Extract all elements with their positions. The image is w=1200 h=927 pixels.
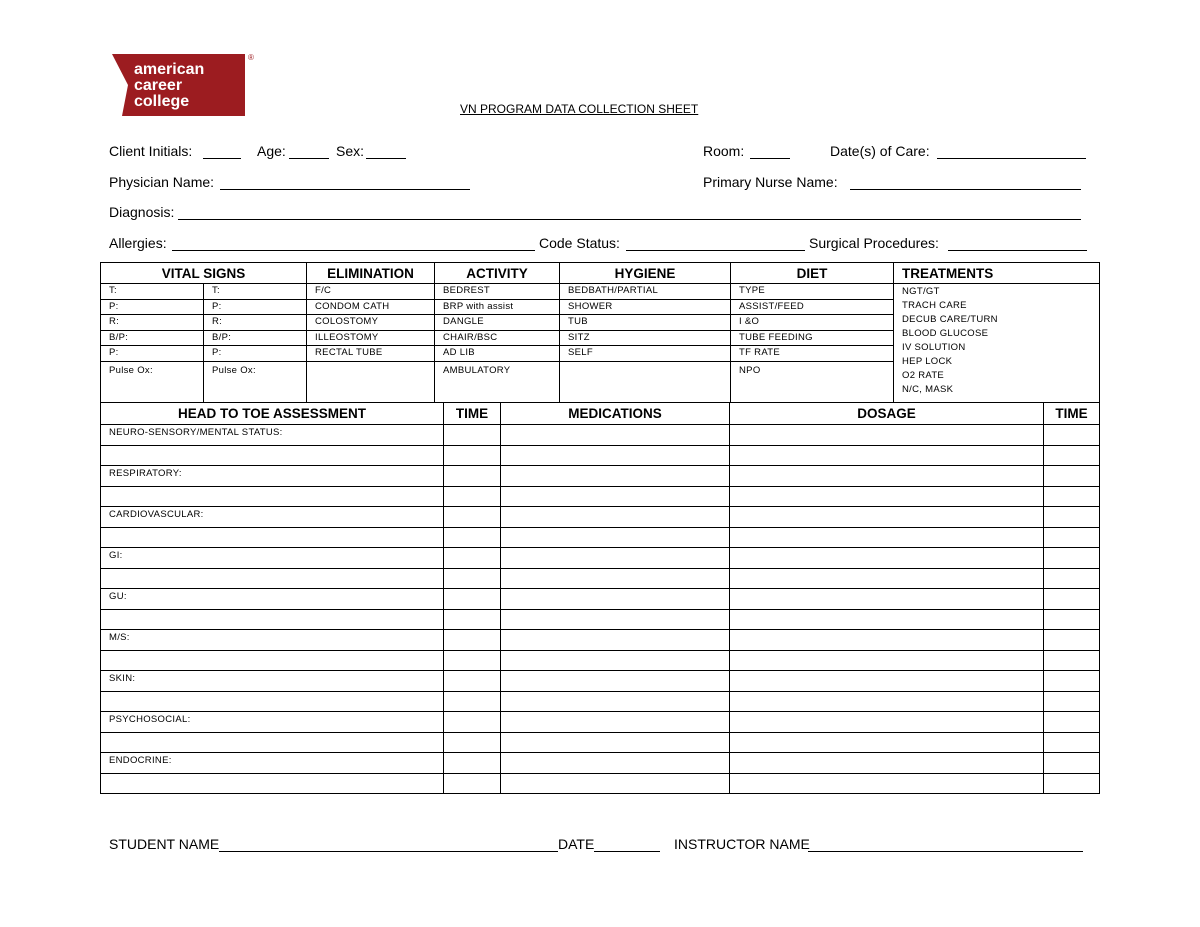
medication-cell[interactable] bbox=[501, 589, 730, 610]
time-cell[interactable] bbox=[1044, 548, 1100, 569]
treatment-item: O2 RATE bbox=[902, 370, 945, 381]
time-cell[interactable] bbox=[1044, 527, 1100, 548]
system-label[interactable]: M/S: bbox=[101, 630, 444, 651]
dosage-cell[interactable] bbox=[730, 712, 1044, 733]
time-cell[interactable] bbox=[1044, 773, 1100, 794]
surgical-procedures-label: Surgical Procedures: bbox=[809, 235, 939, 251]
time-cell[interactable] bbox=[1044, 609, 1100, 630]
time-cell[interactable] bbox=[1044, 691, 1100, 712]
treatment-item: DECUB CARE/TURN bbox=[902, 314, 998, 325]
treatment-item: HEP LOCK bbox=[902, 356, 953, 367]
treatments-header: TREATMENTS bbox=[894, 263, 1100, 284]
medication-cell[interactable] bbox=[501, 691, 730, 712]
elimination-header: ELIMINATION bbox=[307, 263, 435, 284]
assessment-note-cell[interactable] bbox=[101, 527, 444, 548]
activity-item[interactable]: DANGLE bbox=[435, 315, 560, 331]
time-cell[interactable] bbox=[1044, 589, 1100, 610]
student-name-field[interactable] bbox=[219, 851, 558, 852]
time-cell[interactable] bbox=[444, 425, 501, 446]
dosage-cell[interactable] bbox=[730, 507, 1044, 528]
dosage-cell[interactable] bbox=[730, 548, 1044, 569]
dosage-cell[interactable] bbox=[730, 691, 1044, 712]
time-cell[interactable] bbox=[444, 691, 501, 712]
time-cell[interactable] bbox=[444, 712, 501, 733]
vital-b[interactable]: B/P: bbox=[204, 330, 307, 346]
time-cell[interactable] bbox=[1044, 732, 1100, 753]
medication-cell[interactable] bbox=[501, 753, 730, 774]
time-cell[interactable] bbox=[444, 732, 501, 753]
activity-item[interactable]: CHAIR/BSC bbox=[435, 330, 560, 346]
age-field[interactable] bbox=[289, 158, 329, 159]
time-cell[interactable] bbox=[1044, 425, 1100, 446]
treatment-item: IV SOLUTION bbox=[902, 342, 966, 353]
activity-item[interactable]: BRP with assist bbox=[435, 299, 560, 315]
vital-b[interactable]: R: bbox=[204, 315, 307, 331]
time-cell[interactable] bbox=[1044, 486, 1100, 507]
dosage-cell[interactable] bbox=[730, 753, 1044, 774]
sex-label: Sex: bbox=[336, 143, 365, 159]
medication-cell[interactable] bbox=[501, 527, 730, 548]
physician-name-label: Physician Name: bbox=[109, 174, 215, 190]
diagnosis-field[interactable] bbox=[178, 219, 1081, 220]
assessment-note-cell[interactable] bbox=[101, 773, 444, 794]
diet-header: DIET bbox=[731, 263, 894, 284]
system-label[interactable]: GI: bbox=[101, 548, 444, 569]
room-label: Room: bbox=[703, 143, 745, 159]
assessment-note-cell[interactable] bbox=[101, 568, 444, 589]
vital-b[interactable]: Pulse Ox: bbox=[204, 361, 307, 402]
dosage-cell[interactable] bbox=[730, 630, 1044, 651]
medication-cell[interactable] bbox=[501, 773, 730, 794]
time-cell[interactable] bbox=[444, 527, 501, 548]
diet-item[interactable]: ASSIST/FEED bbox=[731, 299, 894, 315]
care-table bbox=[100, 262, 1100, 403]
assessment-note-cell[interactable] bbox=[101, 486, 444, 507]
dosage-cell[interactable] bbox=[730, 568, 1044, 589]
room-field[interactable] bbox=[750, 158, 790, 159]
dosage-cell[interactable] bbox=[730, 671, 1044, 692]
system-label[interactable]: CARDIOVASCULAR: bbox=[101, 507, 444, 528]
code-status-field[interactable] bbox=[626, 250, 805, 251]
medication-cell[interactable] bbox=[501, 548, 730, 569]
dosage-header: DOSAGE bbox=[730, 403, 1044, 425]
client-initials-label: Client Initials: bbox=[109, 143, 193, 159]
dosage-cell[interactable] bbox=[730, 425, 1044, 446]
time-cell[interactable] bbox=[1044, 568, 1100, 589]
dates-of-care-field[interactable] bbox=[937, 158, 1086, 159]
dosage-cell[interactable] bbox=[730, 609, 1044, 630]
time-cell[interactable] bbox=[1044, 507, 1100, 528]
diet-item[interactable]: TYPE bbox=[731, 284, 894, 300]
system-label[interactable]: SKIN: bbox=[101, 671, 444, 692]
vital-signs-header: VITAL SIGNS bbox=[101, 263, 307, 284]
dosage-cell[interactable] bbox=[730, 589, 1044, 610]
dosage-cell[interactable] bbox=[730, 773, 1044, 794]
treatment-item: N/C, MASK bbox=[902, 384, 954, 395]
code-status-label: Code Status: bbox=[539, 235, 620, 251]
instructor-name-label: INSTRUCTOR NAME bbox=[674, 836, 810, 852]
hygiene-item[interactable]: SELF bbox=[560, 346, 731, 362]
vital-b[interactable]: T: bbox=[204, 284, 307, 300]
time-cell[interactable] bbox=[444, 466, 501, 487]
treatment-item: NGT/GT bbox=[902, 286, 940, 297]
primary-nurse-name-label: Primary Nurse Name: bbox=[703, 174, 838, 190]
treatment-item: BLOOD GLUCOSE bbox=[902, 328, 989, 339]
elimination-item[interactable] bbox=[307, 361, 435, 402]
time-cell[interactable] bbox=[444, 630, 501, 651]
hygiene-item[interactable] bbox=[560, 361, 731, 402]
time-cell[interactable] bbox=[444, 486, 501, 507]
vital-a[interactable]: P: bbox=[101, 299, 204, 315]
medication-cell[interactable] bbox=[501, 650, 730, 671]
assessment-note-cell[interactable] bbox=[101, 650, 444, 671]
medications-header: MEDICATIONS bbox=[501, 403, 730, 425]
time-header-2: TIME bbox=[1044, 403, 1100, 425]
primary-nurse-name-field[interactable] bbox=[850, 189, 1081, 190]
age-label: Age: bbox=[257, 143, 286, 159]
time-cell[interactable] bbox=[444, 568, 501, 589]
medication-cell[interactable] bbox=[501, 507, 730, 528]
time-cell[interactable] bbox=[444, 589, 501, 610]
assessment-note-cell[interactable] bbox=[101, 445, 444, 466]
time-cell[interactable] bbox=[444, 671, 501, 692]
sex-field[interactable] bbox=[366, 158, 406, 159]
activity-item[interactable]: AMBULATORY bbox=[435, 361, 560, 402]
elimination-item[interactable]: F/C bbox=[307, 284, 435, 300]
time-cell[interactable] bbox=[1044, 630, 1100, 651]
allergies-label: Allergies: bbox=[109, 235, 167, 251]
vital-a[interactable]: P: bbox=[101, 346, 204, 362]
logo-line-3: college bbox=[134, 93, 190, 110]
hygiene-item[interactable]: SHOWER bbox=[560, 299, 731, 315]
time-header: TIME bbox=[444, 403, 501, 425]
activity-item[interactable]: AD LIB bbox=[435, 346, 560, 362]
college-logo bbox=[112, 54, 245, 116]
system-label[interactable]: PSYCHOSOCIAL: bbox=[101, 712, 444, 733]
medication-cell[interactable] bbox=[501, 609, 730, 630]
surgical-procedures-field[interactable] bbox=[948, 250, 1087, 251]
vital-b[interactable]: P: bbox=[204, 346, 307, 362]
time-cell[interactable] bbox=[1044, 650, 1100, 671]
logo-line-2: career bbox=[134, 77, 183, 94]
logo-line-1: american bbox=[134, 61, 205, 78]
vital-a[interactable]: Pulse Ox: bbox=[101, 361, 204, 402]
instructor-name-field[interactable] bbox=[808, 851, 1083, 852]
diet-item[interactable]: TF RATE bbox=[731, 346, 894, 362]
client-initials-field[interactable] bbox=[203, 158, 241, 159]
system-label[interactable]: NEURO-SENSORY/MENTAL STATUS: bbox=[101, 425, 444, 446]
medication-cell[interactable] bbox=[501, 671, 730, 692]
time-cell[interactable] bbox=[1044, 445, 1100, 466]
time-cell[interactable] bbox=[444, 445, 501, 466]
medication-cell[interactable] bbox=[501, 568, 730, 589]
activity-item[interactable]: BEDREST bbox=[435, 284, 560, 300]
student-name-label: STUDENT NAME bbox=[109, 836, 220, 852]
assessment-note-cell[interactable] bbox=[101, 609, 444, 630]
dosage-cell[interactable] bbox=[730, 650, 1044, 671]
physician-name-field[interactable] bbox=[220, 189, 470, 190]
hygiene-item[interactable]: TUB bbox=[560, 315, 731, 331]
time-cell[interactable] bbox=[444, 650, 501, 671]
system-label[interactable]: ENDOCRINE: bbox=[101, 753, 444, 774]
medication-cell[interactable] bbox=[501, 712, 730, 733]
medication-cell[interactable] bbox=[501, 630, 730, 651]
time-cell[interactable] bbox=[444, 753, 501, 774]
elimination-item[interactable]: COLOSTOMY bbox=[307, 315, 435, 331]
time-cell[interactable] bbox=[1044, 753, 1100, 774]
treatment-item: TRACH CARE bbox=[902, 300, 967, 311]
diagnosis-label: Diagnosis: bbox=[109, 204, 175, 220]
diet-item[interactable]: NPO bbox=[731, 361, 894, 402]
time-cell[interactable] bbox=[1044, 466, 1100, 487]
date-field[interactable] bbox=[594, 851, 660, 852]
head-to-toe-header: HEAD TO TOE ASSESSMENT bbox=[101, 403, 444, 425]
medication-cell[interactable] bbox=[501, 466, 730, 487]
vital-a[interactable]: B/P: bbox=[101, 330, 204, 346]
allergies-field[interactable] bbox=[172, 250, 535, 251]
vital-b[interactable]: P: bbox=[204, 299, 307, 315]
dosage-cell[interactable] bbox=[730, 732, 1044, 753]
activity-header: ACTIVITY bbox=[435, 263, 560, 284]
medication-cell[interactable] bbox=[501, 425, 730, 446]
time-cell[interactable] bbox=[444, 507, 501, 528]
hygiene-header: HYGIENE bbox=[560, 263, 731, 284]
vital-a[interactable]: T: bbox=[101, 284, 204, 300]
elimination-item[interactable]: RECTAL TUBE bbox=[307, 346, 435, 362]
dosage-cell[interactable] bbox=[730, 445, 1044, 466]
time-cell[interactable] bbox=[1044, 712, 1100, 733]
registered-mark: ® bbox=[248, 53, 254, 62]
dosage-cell[interactable] bbox=[730, 486, 1044, 507]
diet-item[interactable]: I &O bbox=[731, 315, 894, 331]
assessment-note-cell[interactable] bbox=[101, 691, 444, 712]
diet-item[interactable]: TUBE FEEDING bbox=[731, 330, 894, 346]
medication-cell[interactable] bbox=[501, 486, 730, 507]
dosage-cell[interactable] bbox=[730, 466, 1044, 487]
dosage-cell[interactable] bbox=[730, 527, 1044, 548]
assessment-note-cell[interactable] bbox=[101, 732, 444, 753]
medication-cell[interactable] bbox=[501, 445, 730, 466]
assessment-table bbox=[100, 402, 1100, 794]
system-label[interactable]: GU: bbox=[101, 589, 444, 610]
time-cell[interactable] bbox=[444, 773, 501, 794]
time-cell[interactable] bbox=[444, 609, 501, 630]
treatments-cell[interactable] bbox=[894, 284, 1100, 403]
system-label[interactable]: RESPIRATORY: bbox=[101, 466, 444, 487]
hygiene-item[interactable]: SITZ bbox=[560, 330, 731, 346]
dates-of-care-label: Date(s) of Care: bbox=[830, 143, 930, 159]
medication-cell[interactable] bbox=[501, 732, 730, 753]
hygiene-item[interactable]: BEDBATH/PARTIAL bbox=[560, 284, 731, 300]
page-title: VN PROGRAM DATA COLLECTION SHEET bbox=[460, 102, 699, 116]
time-cell[interactable] bbox=[1044, 671, 1100, 692]
elimination-item[interactable]: CONDOM CATH bbox=[307, 299, 435, 315]
vital-a[interactable]: R: bbox=[101, 315, 204, 331]
elimination-item[interactable]: ILLEOSTOMY bbox=[307, 330, 435, 346]
time-cell[interactable] bbox=[444, 548, 501, 569]
date-label: DATE bbox=[558, 836, 595, 852]
